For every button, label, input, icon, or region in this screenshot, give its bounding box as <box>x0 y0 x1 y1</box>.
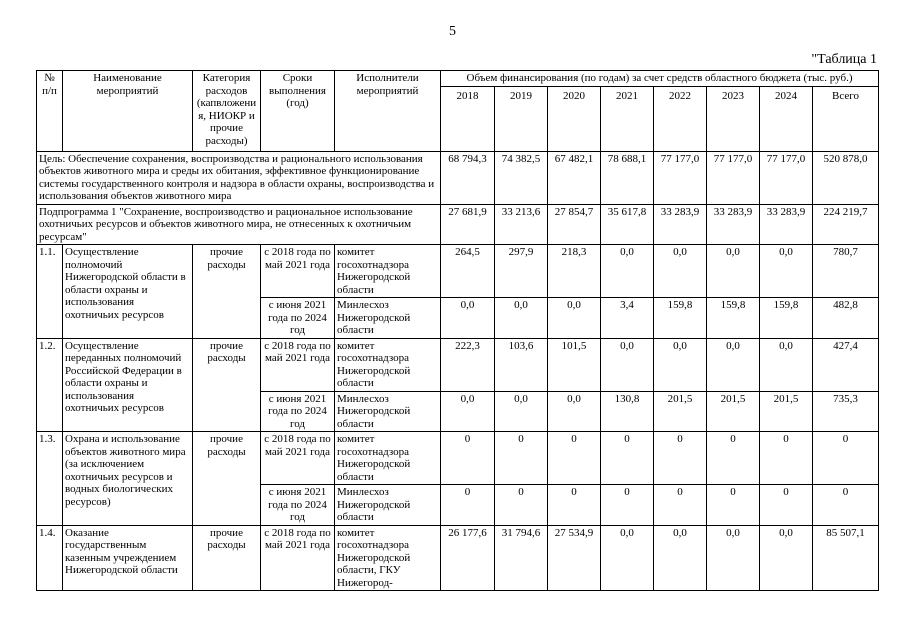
executor-cell: Минлесхоз Нижегородской области <box>335 298 441 339</box>
item-name: Осуществление переданных полномочий Российской Федерации в области охраны и использования охотничьих ресурсов <box>63 338 193 432</box>
header-year: 2020 <box>548 86 601 151</box>
header-name: Наименование мероприятий <box>63 71 193 152</box>
value-cell: 0 <box>601 485 654 526</box>
table-body <box>37 151 879 591</box>
subprogram-total: 224 219,7 <box>813 204 879 245</box>
value-cell: 0,0 <box>548 391 601 432</box>
header-funding: Объем финансирования (по годам) за счет средств областного бюджета (тыс. руб.) <box>441 71 879 87</box>
goal-value: 77 177,0 <box>654 151 707 204</box>
value-cell: 297,9 <box>495 245 548 298</box>
value-cell: 3,4 <box>601 298 654 339</box>
executor-cell: Минлесхоз Нижегородской области <box>335 391 441 432</box>
value-cell: 222,3 <box>441 338 495 391</box>
value-cell: 130,8 <box>601 391 654 432</box>
goal-value: 67 482,1 <box>548 151 601 204</box>
value-cell: 0,0 <box>441 298 495 339</box>
subprogram-value: 33 283,9 <box>654 204 707 245</box>
value-cell: 159,8 <box>654 298 707 339</box>
value-cell: 103,6 <box>495 338 548 391</box>
value-cell: 0 <box>548 485 601 526</box>
value-cell: 201,5 <box>707 391 760 432</box>
table-row <box>37 432 879 485</box>
total-cell: 0 <box>813 485 879 526</box>
value-cell: 0 <box>707 432 760 485</box>
total-cell: 735,3 <box>813 391 879 432</box>
value-cell: 159,8 <box>760 298 813 339</box>
value-cell: 159,8 <box>707 298 760 339</box>
goal-value: 68 794,3 <box>441 151 495 204</box>
header-year: 2018 <box>441 86 495 151</box>
goal-total: 520 878,0 <box>813 151 879 204</box>
executor-cell: комитет госохотнадзора Нижегородской области, ГКУ Нижегород- <box>335 525 441 591</box>
subprogram-row <box>37 204 879 245</box>
term-cell: с 2018 года по май 2021 года <box>261 525 335 591</box>
executor-cell: комитет госохотнадзора Нижегородской области <box>335 432 441 485</box>
value-cell: 0 <box>654 432 707 485</box>
value-cell: 0 <box>495 432 548 485</box>
total-cell: 85 507,1 <box>813 525 879 591</box>
value-cell: 218,3 <box>548 245 601 298</box>
value-cell: 0,0 <box>760 525 813 591</box>
goal-value: 77 177,0 <box>707 151 760 204</box>
value-cell: 0,0 <box>601 245 654 298</box>
header-year: 2021 <box>601 86 654 151</box>
item-number: 1.2. <box>37 338 63 432</box>
item-category: прочие расходы <box>193 432 261 526</box>
value-cell: 0,0 <box>654 525 707 591</box>
value-cell: 27 534,9 <box>548 525 601 591</box>
item-category: прочие расходы <box>193 525 261 591</box>
header-num: № п/п <box>37 71 63 152</box>
value-cell: 201,5 <box>654 391 707 432</box>
term-cell: с 2018 года по май 2021 года <box>261 245 335 298</box>
item-category: прочие расходы <box>193 338 261 432</box>
term-cell: с июня 2021 года по 2024 год <box>261 391 335 432</box>
value-cell: 0,0 <box>548 298 601 339</box>
value-cell: 0 <box>760 432 813 485</box>
value-cell: 0,0 <box>707 338 760 391</box>
value-cell: 31 794,6 <box>495 525 548 591</box>
goal-text: Цель: Обеспечение сохранения, воспроизводства и рационального использования объектов животного мира и среды их обитания, эффективное функционирование системы государственного контроля и надзора в области охраны, воспроизводства и использования объектов животного мира <box>37 151 441 204</box>
page-number: 5 <box>449 24 456 39</box>
value-cell: 0,0 <box>601 525 654 591</box>
value-cell: 0,0 <box>707 245 760 298</box>
goal-row <box>37 151 879 204</box>
value-cell: 0 <box>495 485 548 526</box>
table-row <box>37 245 879 298</box>
executor-cell: Минлесхоз Нижегородской области <box>335 485 441 526</box>
total-cell: 780,7 <box>813 245 879 298</box>
header-total: Всего <box>813 86 879 151</box>
value-cell: 0 <box>441 432 495 485</box>
subprogram-value: 33 283,9 <box>707 204 760 245</box>
item-number: 1.1. <box>37 245 63 339</box>
goal-value: 74 382,5 <box>495 151 548 204</box>
subprogram-text: Подпрограмма 1 "Сохранение, воспроизводство и рациональное использование охотничьих ресурсов и объектов животного мира, не отнесенных к охотничьим ресурсам" <box>37 204 441 245</box>
table-row <box>37 525 879 591</box>
term-cell: с июня 2021 года по 2024 год <box>261 485 335 526</box>
total-cell: 427,4 <box>813 338 879 391</box>
header-terms: Сроки выполнения (год) <box>261 71 335 152</box>
header-category: Категория расходов (капвложения, НИОКР и прочие расходы) <box>193 71 261 152</box>
value-cell: 0,0 <box>760 245 813 298</box>
funding-table <box>36 70 879 591</box>
value-cell: 26 177,6 <box>441 525 495 591</box>
value-cell: 0,0 <box>760 338 813 391</box>
table-label: "Таблица 1 <box>811 52 877 67</box>
item-name: Осуществление полномочий Нижегородской области в области охраны и использования охотничьих ресурсов <box>63 245 193 339</box>
total-cell: 0 <box>813 432 879 485</box>
table-row <box>37 338 879 391</box>
value-cell: 0,0 <box>495 391 548 432</box>
goal-value: 78 688,1 <box>601 151 654 204</box>
total-cell: 482,8 <box>813 298 879 339</box>
subprogram-value: 33 283,9 <box>760 204 813 245</box>
subprogram-value: 27 854,7 <box>548 204 601 245</box>
value-cell: 0,0 <box>441 391 495 432</box>
goal-value: 77 177,0 <box>760 151 813 204</box>
subprogram-value: 33 213,6 <box>495 204 548 245</box>
value-cell: 101,5 <box>548 338 601 391</box>
item-name: Охрана и использование объектов животного мира (за исключением охотничьих ресурсов и водных биологических ресурсов) <box>63 432 193 526</box>
header-year: 2022 <box>654 86 707 151</box>
subprogram-value: 35 617,8 <box>601 204 654 245</box>
value-cell: 201,5 <box>760 391 813 432</box>
value-cell: 0,0 <box>654 338 707 391</box>
value-cell: 0 <box>707 485 760 526</box>
term-cell: с 2018 года по май 2021 года <box>261 432 335 485</box>
header-year: 2023 <box>707 86 760 151</box>
value-cell: 0 <box>548 432 601 485</box>
item-name: Оказание государственным казенным учреждением Нижегородской области <box>63 525 193 591</box>
executor-cell: комитет госохотнадзора Нижегородской области <box>335 338 441 391</box>
item-number: 1.4. <box>37 525 63 591</box>
value-cell: 0,0 <box>601 338 654 391</box>
term-cell: с 2018 года по май 2021 года <box>261 338 335 391</box>
item-category: прочие расходы <box>193 245 261 339</box>
value-cell: 0 <box>760 485 813 526</box>
value-cell: 264,5 <box>441 245 495 298</box>
subprogram-value: 27 681,9 <box>441 204 495 245</box>
value-cell: 0,0 <box>707 525 760 591</box>
value-cell: 0,0 <box>654 245 707 298</box>
header-year: 2019 <box>495 86 548 151</box>
value-cell: 0 <box>601 432 654 485</box>
value-cell: 0 <box>654 485 707 526</box>
value-cell: 0 <box>441 485 495 526</box>
header-year: 2024 <box>760 86 813 151</box>
executor-cell: комитет госохотнадзора Нижегородской области <box>335 245 441 298</box>
header-executors: Исполнители мероприятий <box>335 71 441 152</box>
term-cell: с июня 2021 года по 2024 год <box>261 298 335 339</box>
item-number: 1.3. <box>37 432 63 526</box>
value-cell: 0,0 <box>495 298 548 339</box>
